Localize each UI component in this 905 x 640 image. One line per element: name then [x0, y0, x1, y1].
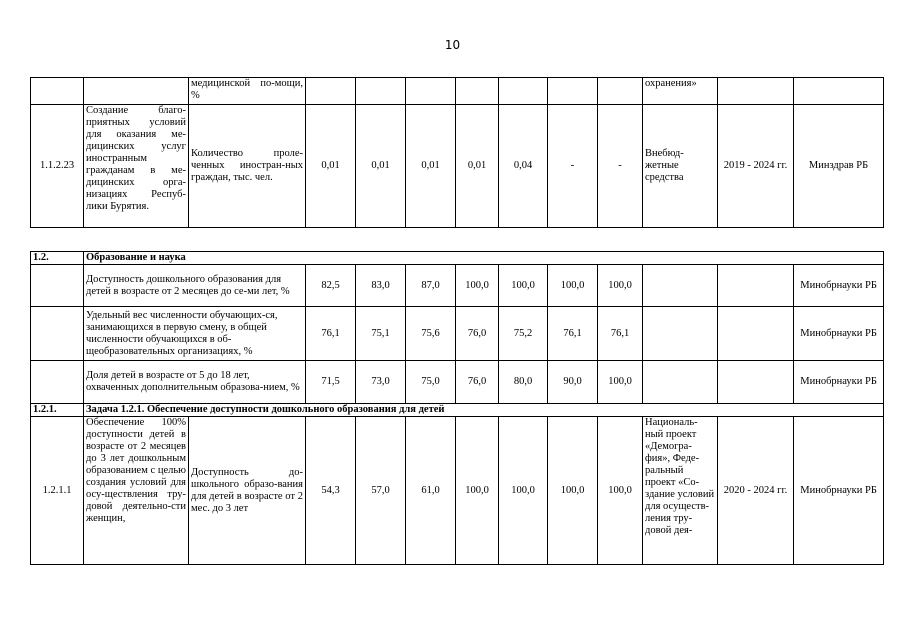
value-cell: 54,3	[306, 417, 356, 565]
value-cell: 75,2	[499, 307, 548, 361]
value-cell: 100,0	[598, 265, 643, 307]
value-cell: 100,0	[548, 265, 598, 307]
value-cell: 100,0	[548, 417, 598, 565]
section-title: Образование и наука	[84, 252, 884, 265]
source-cell: охранения»	[643, 78, 718, 105]
measure-name: Обеспечение 100% доступности детей в возрасте от 2 месяцев до 3 лет дошкольным образованием с целью создания условий для осу-ществления тру-довой деятельно-сти женщин,	[84, 417, 189, 565]
measures-table-health	[30, 77, 884, 228]
period-cell: 2019 - 2024 гг.	[718, 105, 794, 228]
measure-name: Создание благо-приятных условий для оказания ме-дицинских услуг иностранным гражданам в ме-дицинских орга-низациях Респуб-лики Бурятия.	[84, 105, 189, 228]
indicator-row	[31, 307, 884, 361]
executor-cell: Минздрав РБ	[794, 105, 884, 228]
value-cell: 75,6	[406, 307, 456, 361]
value-cell: 0,01	[406, 105, 456, 228]
value-cell: -	[598, 105, 643, 228]
executor-cell: Минобрнауки РБ	[794, 417, 884, 565]
table-row	[31, 417, 884, 565]
indicator-name: Удельный вес численности обучающих-ся, занимающихся в первую смену, в общей численности обучающихся в об-щеобразовательных организациях, %	[84, 307, 306, 361]
executor-cell: Минобрнауки РБ	[794, 265, 884, 307]
section-id: 1.2.	[31, 252, 84, 265]
value-cell: 100,0	[598, 417, 643, 565]
table-row	[31, 105, 884, 228]
value-cell: 61,0	[406, 417, 456, 565]
value-cell: 73,0	[356, 361, 406, 404]
value-cell: 57,0	[356, 417, 406, 565]
value-cell: 0,01	[306, 105, 356, 228]
continuation-row	[31, 78, 884, 105]
page-number: 10	[444, 38, 461, 52]
value-cell: 82,5	[306, 265, 356, 307]
row-id: 1.2.1.1	[31, 417, 84, 565]
value-cell: 100,0	[499, 265, 548, 307]
value-cell: 100,0	[499, 417, 548, 565]
value-cell: 100,0	[598, 361, 643, 404]
indicator-name: Доступность дошкольного образования для детей в возрасте от 2 месяцев до се-ми лет, %	[84, 265, 306, 307]
indicator-name: Доля детей в возрасте от 5 до 18 лет, охваченных дополнительным образова-нием, %	[84, 361, 306, 404]
value-cell: 100,0	[456, 265, 499, 307]
value-cell: 71,5	[306, 361, 356, 404]
value-cell: 80,0	[499, 361, 548, 404]
measures-table-education	[30, 251, 884, 565]
indicator-row	[31, 361, 884, 404]
period-cell: 2020 - 2024 гг.	[718, 417, 794, 565]
value-cell: 76,1	[598, 307, 643, 361]
value-cell: 83,0	[356, 265, 406, 307]
indicator-cell: Доступность до-школьного образо-вания для детей в возрасте от 2 мес. до 3 лет	[189, 417, 306, 565]
value-cell: 75,0	[406, 361, 456, 404]
indicator-row	[31, 265, 884, 307]
value-cell: 76,0	[456, 361, 499, 404]
task-row	[31, 404, 884, 417]
value-cell: 0,01	[356, 105, 406, 228]
value-cell: 76,1	[306, 307, 356, 361]
source-cell: Националь-ный проект «Демогра-фия», Феде-ральный проект «Со-здание условий для осуществ-ления тру-довой дея-	[643, 417, 718, 565]
row-id: 1.1.2.23	[31, 105, 84, 228]
task-id: 1.2.1.	[31, 404, 84, 417]
value-cell: 87,0	[406, 265, 456, 307]
value-cell: -	[548, 105, 598, 228]
value-cell: 0,04	[499, 105, 548, 228]
value-cell: 100,0	[456, 417, 499, 565]
value-cell: 90,0	[548, 361, 598, 404]
executor-cell: Минобрнауки РБ	[794, 307, 884, 361]
section-row	[31, 252, 884, 265]
indicator-cell: Количество проле-ченных иностран-ных граждан, тыс. чел.	[189, 105, 306, 228]
value-cell: 76,0	[456, 307, 499, 361]
executor-cell: Минобрнауки РБ	[794, 361, 884, 404]
task-title: Задача 1.2.1. Обеспечение доступности дошкольного образования для детей	[84, 404, 884, 417]
value-cell: 0,01	[456, 105, 499, 228]
value-cell: 76,1	[548, 307, 598, 361]
indicator-cell: медицинской по-мощи, %	[189, 78, 306, 105]
source-cell: Внебюд-жетные средства	[643, 105, 718, 228]
value-cell: 75,1	[356, 307, 406, 361]
